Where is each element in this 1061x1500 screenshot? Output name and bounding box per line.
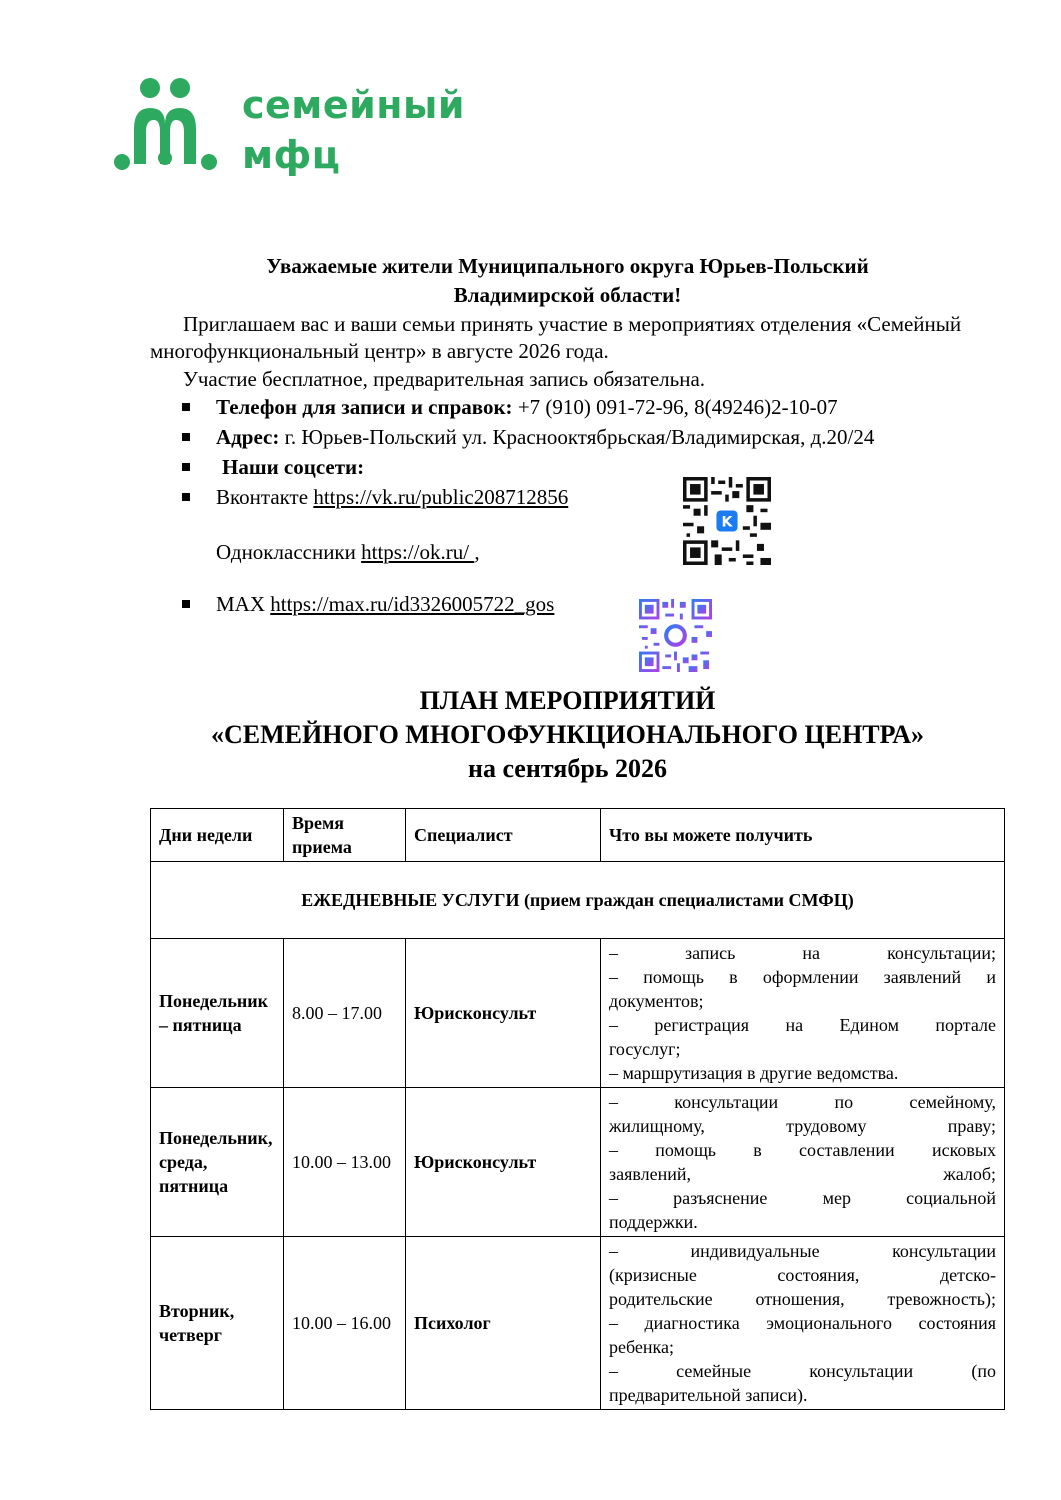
row-time: 8.00 – 17.00 xyxy=(284,939,406,1088)
greeting-line-1: Уважаемые жители Муниципального округа Юрьев-Польский xyxy=(266,254,869,278)
row-days: Вторник, четверг xyxy=(151,1237,284,1410)
phone-label: Телефон для записи и справок: xyxy=(216,395,513,419)
greeting xyxy=(150,252,985,310)
intro-paragraph: Приглашаем вас и ваши семьи принять участие в мероприятиях отделения «Семейный многофункциональный центр» в августе 2026 года. xyxy=(150,312,962,363)
service-line: – семейные консультации (по xyxy=(609,1361,996,1381)
bullet-icon xyxy=(182,600,190,608)
address-label: Адрес: xyxy=(216,425,280,449)
service-line: – диагностика эмоционального состояния xyxy=(609,1313,996,1333)
row-days: Понедельник – пятница xyxy=(151,939,284,1088)
plan-title-line-2: «СЕМЕЙНОГО МНОГОФУНКЦИОНАЛЬНОГО ЦЕНТРА» xyxy=(211,720,924,749)
bullet-icon xyxy=(182,433,190,441)
max-label: MAX xyxy=(216,592,271,616)
bullet-icon xyxy=(182,493,190,501)
logo xyxy=(112,70,466,190)
vk-item xyxy=(182,483,982,511)
header-specialist: Специалист xyxy=(406,809,601,862)
ok-item xyxy=(182,538,982,566)
service-line: поддержки. xyxy=(609,1212,698,1232)
section-title: ЕЖЕДНЕВНЫЕ УСЛУГИ (прием граждан специалистами СМФЦ) xyxy=(151,862,1005,939)
vk-qr-code-icon[interactable] xyxy=(683,477,771,565)
plan-title-line-3: на сентябрь 2026 xyxy=(467,754,668,783)
vk-label: Вконтакте xyxy=(216,485,314,509)
vk-link[interactable]: https://vk.ru/public208712856 xyxy=(313,485,569,509)
section-row xyxy=(151,862,1005,939)
social-label: Наши соцсети: xyxy=(222,455,365,479)
header-time: Время приема xyxy=(284,809,406,862)
ok-suffix: , xyxy=(474,540,480,564)
row-specialist: Юрисконсульт xyxy=(406,939,601,1088)
row-services xyxy=(601,1237,1005,1410)
table-row xyxy=(151,1088,1005,1237)
service-line: ребенка; xyxy=(609,1337,674,1357)
plan-title-line-1: ПЛАН МЕРОПРИЯТИЙ xyxy=(419,686,716,715)
service-line: предварительной записи). xyxy=(609,1385,808,1405)
service-line: (кризисные состояния, детско- xyxy=(609,1265,996,1285)
max-link[interactable]: https://max.ru/id3326005722_gos xyxy=(270,592,555,616)
address-item xyxy=(182,423,982,451)
service-line: – разъяснение мер социальной xyxy=(609,1188,996,1208)
table-header-row xyxy=(151,809,1005,862)
row-specialist: Юрисконсульт xyxy=(406,1088,601,1237)
svg-text:K: K xyxy=(721,514,733,531)
service-line: – помощь в оформлении заявлений и xyxy=(609,967,996,987)
logo-line-2: мфц xyxy=(242,133,341,177)
service-line: заявлений, жалоб; xyxy=(609,1164,996,1184)
header-services: Что вы можете получить xyxy=(601,809,1005,862)
plan-title xyxy=(150,684,985,786)
ok-link[interactable]: https://ok.ru/ xyxy=(361,540,475,564)
bullet-icon xyxy=(182,463,190,471)
service-line: – помощь в составлении исковых xyxy=(609,1140,996,1160)
row-services xyxy=(601,1088,1005,1237)
family-logo-icon xyxy=(112,74,237,186)
social-item xyxy=(182,453,982,481)
address-value: г. Юрьев-Польский ул. Краснооктябрьская/Владимирская, д.20/24 xyxy=(279,425,875,449)
logo-text xyxy=(242,80,465,180)
header-days: Дни недели xyxy=(151,809,284,862)
row-time: 10.00 – 16.00 xyxy=(284,1237,406,1410)
phone-item xyxy=(182,393,982,421)
bullet-icon xyxy=(182,403,190,411)
service-line: – запись на консультации; xyxy=(609,943,996,963)
greeting-line-2: Владимирской области! xyxy=(453,283,682,307)
service-line: – маршрутизация в другие ведомства. xyxy=(609,1063,899,1083)
intro-note: Участие бесплатное, предварительная запись обязательна. xyxy=(183,367,706,391)
schedule-table xyxy=(150,808,1005,1410)
service-line: госуслуг; xyxy=(609,1039,681,1059)
ok-label: Одноклассники xyxy=(216,540,362,564)
max-item xyxy=(182,590,982,618)
row-specialist: Психолог xyxy=(406,1237,601,1410)
service-line: документов; xyxy=(609,991,704,1011)
row-time: 10.00 – 13.00 xyxy=(284,1088,406,1237)
service-line: – регистрация на Едином портале xyxy=(609,1015,996,1035)
table-row xyxy=(151,1237,1005,1410)
service-line: – индивидуальные консультации xyxy=(609,1241,996,1261)
service-line: – консультации по семейному, xyxy=(609,1092,996,1112)
service-line: жилищному, трудовому праву; xyxy=(609,1116,996,1136)
service-line: родительские отношения, тревожность); xyxy=(609,1289,996,1309)
max-qr-code-icon[interactable] xyxy=(639,599,712,672)
phone-value: +7 (910) 091-72-96, 8(49246)2-10-07 xyxy=(512,395,838,419)
logo-line-1: семейный xyxy=(242,83,466,127)
row-services xyxy=(601,939,1005,1088)
table-row xyxy=(151,939,1005,1088)
contacts-list xyxy=(182,393,982,618)
row-days: Понедельник, среда, пятница xyxy=(151,1088,284,1237)
